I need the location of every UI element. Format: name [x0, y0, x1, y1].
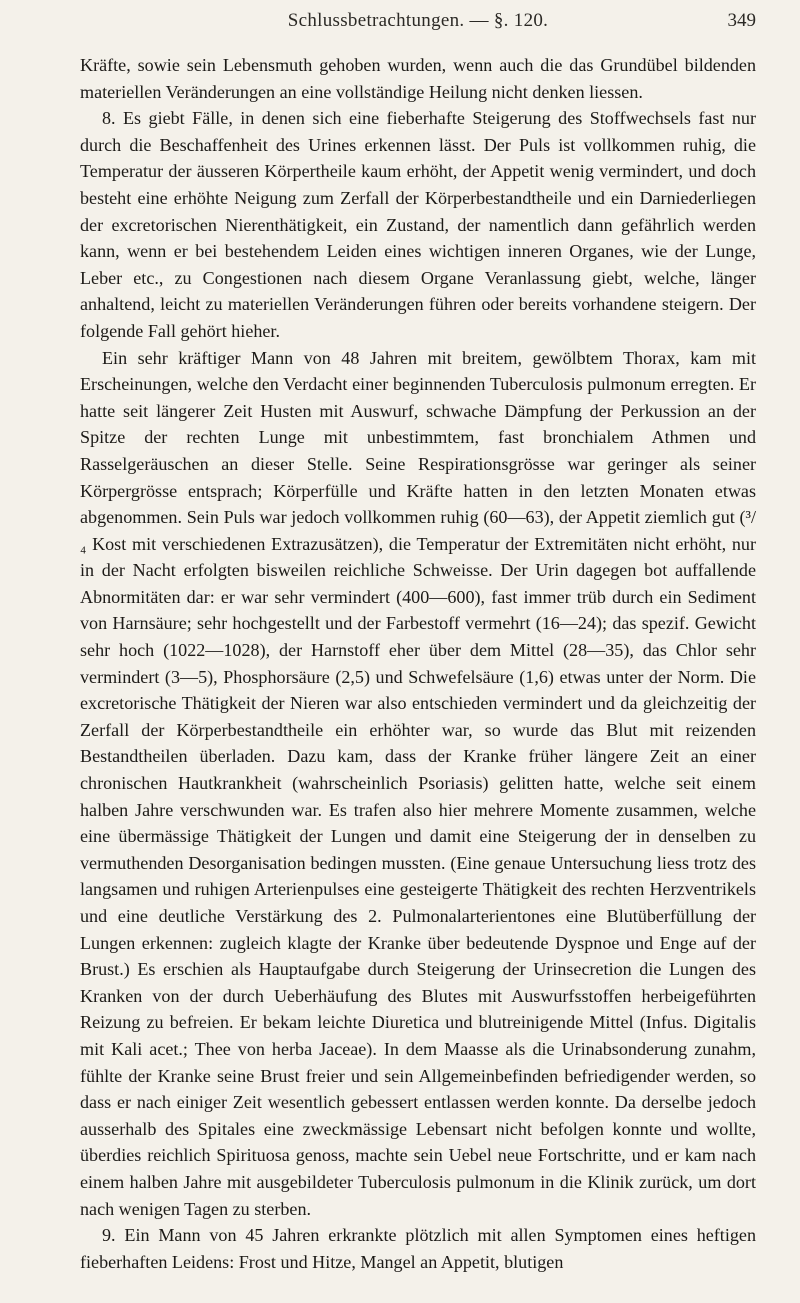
running-header — [80, 6, 756, 36]
paragraph-case-9: 9. Ein Mann von 45 Jahren erkrankte plötzlich mit allen Symptomen eines heftigen fieberhaften Leidens: Frost und Hitze, Mangel an Appetit, blutigen — [80, 1225, 756, 1272]
body-text — [80, 52, 756, 1275]
header-title: Schlussbetrachtungen. — §. 120. — [287, 10, 549, 31]
page-number: 349 — [727, 10, 756, 31]
paragraph-case-8: 8. Es giebt Fälle, in denen sich eine fieberhafte Steigerung des Stoffwechsels fast nur durch die Beschaffenheit des Urines erkennen lässt. Der Puls ist vollkommen ruhig, die Temperatur der äusseren Körpertheile kaum erhöht, der Appetit wenig vermindert, und doch besteht eine erhöhte Neigung zum Zerfall der Körperbestandtheile und ein Darniederliegen der excretorischen Nierenthätigkeit, ein Zustand, der namentlich dann gefährlich werden kann, wenn er bei bestehendem Leiden eines wichtigen inneren Organes, wie der Lunge, Leber etc., zu Congestionen nach diesem Organe Veranlassung giebt, welche, länger anhaltend, leicht zu materiellen Veränderungen führen oder bereits vorhandene steigern. Der folgende Fall gehört hieher. — [80, 108, 756, 341]
paragraph-case-report: Ein sehr kräftiger Mann von 48 Jahren mit breitem, gewölbtem Thorax, kam mit Erscheinungen, welche den Verdacht einer beginnenden Tuberculosis pulmonum erregten. Er hatte seit längerer Zeit Husten mit Auswurf, schwache Dämpfung der Perkussion an der Spitze der rechten Lunge mit unbestimmtem, fast bronchialem Athmen und Rasselgeräuschen an dieser Stelle. Seine Respirationsgrösse war geringer als seiner Körpergrösse entsprach; Körperfülle und Kräfte hatten in den letzten Monaten etwas abgenommen. Sein Puls war jedoch vollkommen ruhig (60—63), der Appetit ziemlich gut (³/₄ Kost mit verschiedenen Extrazusätzen), die Temperatur der Extremitäten nicht erhöht, nur in der Nacht erfolgten bisweilen reichliche Schweisse. Der Urin dagegen bot auffallende Abnormitäten dar: er war sehr vermindert (400—600), fast immer trüb durch ein Sediment von Harnsäure; sehr hochgestellt und der Farbestoff vermehrt (16—24); das spezif. Gewicht sehr hoch (1022—1028), der Harnstoff eher über dem Mittel (28—35), das Chlor sehr vermindert (3—5), Phosphorsäure (2,5) und Schwefelsäure (1,6) etwas unter der Norm. Die excretorische Thätigkeit der Nieren war also entschieden vermindert und da gleichzeitig der Zerfall der Körperbestandtheile ein erhöhter war, so wurde das Blut mit reizenden Bestandtheilen überladen. Dazu kam, dass der Kranke früher längere Zeit an einer chronischen Hautkrankheit (wahrscheinlich Psoriasis) gelitten hatte, welche seit einem halben Jahre verschwunden war. Es trafen also hier mehrere Momente zusammen, welche eine übermässige Thätigkeit der Lungen und damit eine Steigerung der in denselben zu vermuthenden Desorganisation bedingen mussten. (Eine genaue Untersuchung liess trotz des langsamen und ruhigen Arterienpulses eine gesteigerte Thätigkeit des rechten Herzventrikels und eine deutliche Verstärkung des 2. Pulmonalarterientones eine Blutüberfüllung der Lungen erkennen: zugleich klagte der Kranke über bedeutende Dyspnoe und Enge auf der Brust.) Es erschien als Hauptaufgabe durch Steigerung der Urinsecretion die Lungen des Kranken von der durch Ueberhäufung des Blutes mit Auswurfsstoffen herbeigeführten Reizung zu befreien. Er bekam leichte Diuretica und blutreinigende Mittel (Infus. Digitalis mit Kali acet.; Thee von herba Jaceae). In dem Maasse als die Urinabsonderung zunahm, fühlte der Kranke seine Brust freier und sein Allgemeinbefinden befriedigender werden, so dass er nach einiger Zeit wesentlich gebessert entlassen werden konnte. Da derselbe jedoch ausserhalb des Spitales eine zweckmässige Lebensart nicht befolgen konnte und wollte, überdies reichlich Spirituosa genoss, machte sein Uebel neue Fortschritte, und er kam nach einem halben Jahre mit ausgebildeter Tuberculosis pulmonum in die Klinik zurück, um dort nach wenigen Tagen zu sterben. — [80, 347, 756, 1219]
paragraph-continuation: Kräfte, sowie sein Lebensmuth gehoben wurden, wenn auch die das Grundübel bildenden materiellen Veränderungen an eine vollständige Heilung nicht denken liessen. — [80, 55, 756, 102]
